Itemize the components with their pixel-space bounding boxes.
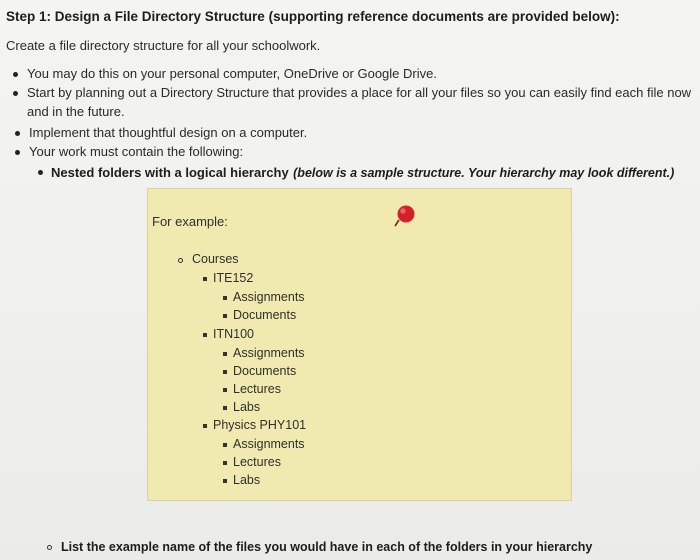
square-bullet [223,370,227,374]
square-bullet [223,296,227,300]
square-bullet [223,314,227,318]
bullet-dot [15,150,20,155]
square-bullet [223,388,227,392]
pushpin-icon [393,204,417,228]
tree-course: Physics PHY101 [213,418,307,432]
square-bullet [223,406,227,410]
tree-folder: Labs [233,473,261,487]
square-bullet [223,443,227,447]
bullet-item-continuation: and in the future. [27,104,125,119]
example-title: For example: [152,214,228,229]
bullet-item: You may do this on your personal computer, OneDrive or Google Drive. [27,66,437,81]
tree-course: ITN100 [213,327,254,341]
tree-root: Courses [192,252,239,266]
nested-folders-line [51,164,674,182]
bullet-dot [13,72,18,77]
square-bullet [203,333,207,337]
tree-folder: Assignments [233,290,305,304]
intro-text: Create a file directory structure for all your schoolwork. [6,38,321,53]
bullet-item: Start by planning out a Directory Structure that provides a place for all your files so you can easily find each file now [27,85,692,100]
square-bullet [223,352,227,356]
tree-course: ITE152 [213,271,254,285]
bullet-item: Your work must contain the following: [29,144,244,159]
tree-folder: Labs [233,400,261,414]
tree-folder: Documents [233,364,297,378]
square-bullet [203,424,207,428]
example-note [147,188,572,501]
tree-folder: Assignments [233,346,305,360]
tree-folder: Assignments [233,437,305,451]
bullet-item: Implement that thoughtful design on a computer. [29,125,308,140]
heading: Step 1: Design a File Directory Structure (supporting reference documents are provided below): [6,9,620,24]
nested-label: Nested folders with a logical hierarchy [51,165,289,180]
nested-note: (below is a sample structure. Your hierarchy may look different.) [293,166,675,180]
bullet-dot [38,170,43,175]
tree-folder: Lectures [233,382,281,396]
circle-bullet [178,258,183,263]
square-bullet [223,461,227,465]
circle-bullet [47,545,52,550]
bullet-dot [15,131,20,136]
bullet-dot [13,91,18,96]
final-item: List the example name of the files you would have in each of the folders in your hierarchy [61,540,593,554]
square-bullet [203,277,207,281]
square-bullet [223,479,227,483]
tree-folder: Lectures [233,455,281,469]
tree-folder: Documents [233,308,297,322]
